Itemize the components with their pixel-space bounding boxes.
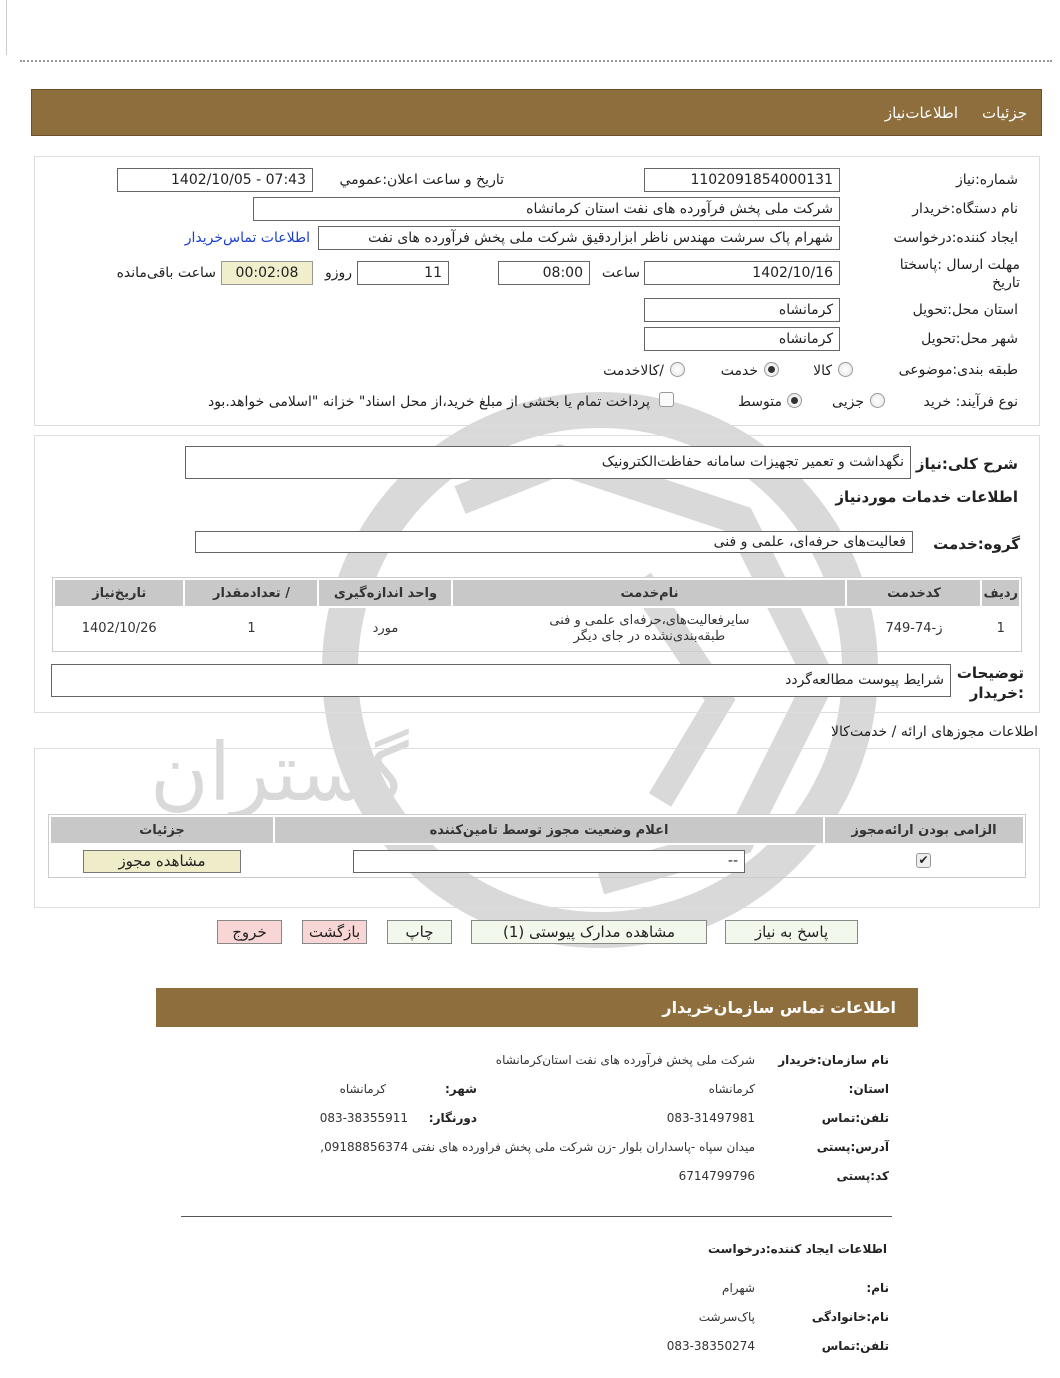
creator-field: شهرام پاک سرشت مهندس ناظر ابزاردقیق شرکت ملی پخش فرآورده های نفت xyxy=(318,226,840,250)
days-label: روزو xyxy=(324,265,352,281)
buyer-contact-link[interactable]: اطلاعات تماس‌خریدار xyxy=(184,230,310,246)
col-service-name: نام‌خدمت xyxy=(452,579,846,607)
contact-province-value: کرمانشاه xyxy=(708,1082,755,1096)
exit-button[interactable]: خروج xyxy=(217,920,282,944)
watermark-text: گستران xyxy=(150,726,409,819)
creator-phone-label: تلفن:تماس xyxy=(821,1339,889,1353)
contact-divider xyxy=(181,1216,892,1217)
creator-family-value: پاک‌سرشت xyxy=(698,1310,755,1324)
process-medium-radio[interactable] xyxy=(787,393,802,408)
contact-city-label: شهر: xyxy=(445,1082,477,1096)
deadline-label: مهلت ارسال :پاسختا تاریخ xyxy=(899,257,1020,291)
category-label: طبقه بندی:موضوعی xyxy=(898,362,1018,378)
col-need-date: تاریخ‌نیاز xyxy=(54,579,184,607)
contact-org-label: نام سازمان:خریدار xyxy=(778,1053,889,1067)
reply-button[interactable]: پاسخ به نیاز xyxy=(725,920,858,944)
province-field: کرمانشاه xyxy=(644,298,840,322)
days-remaining-field: 11 xyxy=(357,261,449,285)
contact-header-bar: اطلاعات تماس سازمان‌خریدار xyxy=(156,988,918,1027)
treasury-checkbox[interactable] xyxy=(659,392,674,407)
row-service-name: سایرفعالیت‌های،حرفه‌ای علمی و فنی طبقه‌بندی‌نشده در جای دیگر xyxy=(549,612,750,644)
col-unit: واحد اندازه‌گیری xyxy=(318,579,452,607)
contact-province-label: استان: xyxy=(848,1082,889,1096)
announce-date-label: تاريخ و ساعت اعلان:عمومي xyxy=(339,172,504,188)
row-need-date: 1402/10/26 xyxy=(81,621,157,636)
back-button[interactable]: بازگشت xyxy=(302,920,367,944)
creator-family-label: نام:خانوادگی xyxy=(811,1310,889,1324)
need-number-label: شماره:نیاز xyxy=(955,172,1018,188)
top-dotted-divider xyxy=(20,60,1052,62)
category-service-label: خدمت xyxy=(720,363,758,379)
permit-required-checkbox[interactable]: ✔ xyxy=(916,853,931,868)
row-unit: مورد xyxy=(372,621,399,636)
need-number-field: 1102091854000131 xyxy=(644,168,840,192)
view-attachments-button[interactable]: مشاهده مدارک پیوستی (1) xyxy=(471,920,707,944)
row-number: 1 xyxy=(996,621,1005,636)
permits-table xyxy=(49,815,1025,845)
creator-label: ایجاد کننده:درخواست xyxy=(893,230,1018,246)
creator-info-title: اطلاعات ایجاد کننده:درخواست xyxy=(707,1242,887,1256)
summary-label: شرح کلی:نیاز xyxy=(915,455,1018,473)
tab-details[interactable]: جزئیات xyxy=(982,103,1027,122)
permits-table-header xyxy=(50,816,1024,844)
col-permit-details: جزئیات xyxy=(50,816,274,844)
creator-name-value: شهرام xyxy=(722,1281,755,1295)
row-service-code: ز-74-749 xyxy=(885,621,943,636)
category-service-radio[interactable] xyxy=(764,362,779,377)
announce-date-field: 1402/10/05 - 07:43 xyxy=(117,168,313,192)
service-table-wrapper xyxy=(52,577,1022,652)
page-left-border xyxy=(6,0,7,55)
contact-city-value: کرمانشاه xyxy=(339,1082,386,1096)
category-goods-service-radio[interactable] xyxy=(670,362,685,377)
table-row xyxy=(54,607,1020,649)
service-group-field: فعالیت‌های حرفه‌ای، علمی و فنی xyxy=(195,531,913,553)
process-type-label: نوع فرآیند: خرید xyxy=(923,394,1018,410)
page-header-bar xyxy=(31,89,1042,136)
contact-postal-value: 6714799796 xyxy=(678,1169,755,1183)
contact-address-label: آدرس:پستی xyxy=(816,1140,889,1154)
col-permit-status: اعلام وضعیت مجوز توسط تامین‌کننده xyxy=(274,816,824,844)
buyer-org-label: نام دستگاه:خریدار xyxy=(912,201,1018,217)
row-quantity: 1 xyxy=(247,621,256,636)
city-label: شهر محل:تحویل xyxy=(921,331,1018,347)
remaining-time-field: 00:02:08 xyxy=(221,261,313,285)
process-medium-label: متوسط xyxy=(738,394,782,410)
contact-postal-label: کد:پستی xyxy=(836,1169,889,1183)
process-partial-label: جزیی xyxy=(832,394,864,410)
city-field: کرمانشاه xyxy=(644,327,840,351)
deadline-time-label: ساعت xyxy=(601,265,640,281)
col-permit-required: الزامی بودن ارائه‌مجوز xyxy=(824,816,1024,844)
contact-address-value: میدان سپاه -پاسداران بلوار -زن شرکت ملی پخش فراورده های نفتی 09188856374, xyxy=(320,1140,755,1154)
contact-fax-value: 083-38355911 xyxy=(319,1111,408,1125)
permits-title: اطلاعات مجوزهای ارائه / خدمت‌کالا xyxy=(831,724,1038,740)
buyer-org-field: شرکت ملی پخش فرآورده های نفت استان کرمانشاه xyxy=(253,197,840,221)
service-group-label: گروه:خدمت xyxy=(933,535,1020,553)
print-button[interactable]: چاپ xyxy=(387,920,452,944)
services-title: اطلاعات خدمات موردنیاز xyxy=(835,488,1018,506)
treasury-note: پرداخت تمام یا بخشی از مبلغ خرید،از محل اسناد" خزانه "اسلامی خواهد.بود xyxy=(207,394,650,410)
service-table xyxy=(53,578,1021,649)
view-permit-button[interactable]: مشاهده مجوز xyxy=(83,850,241,873)
creator-phone-value: 083-38350274 xyxy=(666,1339,755,1353)
service-table-header xyxy=(54,579,1020,607)
deadline-time-field: 08:00 xyxy=(498,261,590,285)
contact-phone-label: تلفن:تماس xyxy=(821,1111,889,1125)
tab-need-info[interactable]: اطلاعات‌نیاز xyxy=(884,103,959,122)
col-row: ردیف xyxy=(981,579,1020,607)
category-goods-label: کالا xyxy=(813,363,832,379)
summary-field: نگهداشت و تعمیر تجهیزات سامانه حفاظت‌الکترونیک xyxy=(185,446,911,479)
buyer-notes-label: توضیحات :خریدار xyxy=(956,664,1024,702)
deadline-date-field: 1402/10/16 xyxy=(644,261,840,285)
category-goods-radio[interactable] xyxy=(838,362,853,377)
creator-name-label: نام: xyxy=(866,1281,889,1295)
permit-status-field[interactable]: -- xyxy=(353,850,745,873)
col-service-code: کدخدمت xyxy=(846,579,981,607)
category-goods-service-label: /کالاخدمت xyxy=(603,363,664,379)
buyer-notes-field: شرایط پیوست مطالعه‌گردد xyxy=(51,664,951,697)
process-partial-radio[interactable] xyxy=(870,393,885,408)
province-label: استان محل:تحویل xyxy=(912,302,1018,318)
contact-org-value: شرکت ملی پخش فرآورده های نفت استان‌کرمانشاه xyxy=(495,1053,755,1067)
contact-fax-label: دورنگار: xyxy=(428,1111,477,1125)
contact-phone-value: 083-31497981 xyxy=(666,1111,755,1125)
col-quantity: / تعدادمقدار xyxy=(184,579,318,607)
remaining-time-label: ساعت باقی‌مانده xyxy=(116,265,216,281)
